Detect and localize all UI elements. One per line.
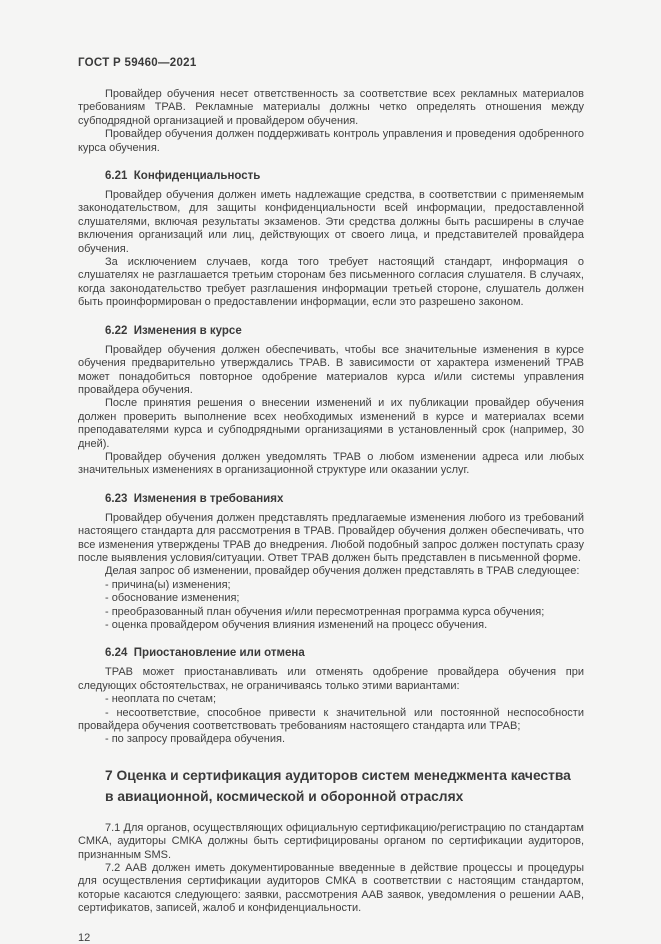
paragraph: Делая запрос об изменении, провайдер обучения должен представлять в ТРАВ следующее: — [105, 565, 580, 578]
paragraph: За исключением случаев, когда того требует настоящий стандарт, информация о слушателях не разглашается третьим сторонам без письменного согласия слушателя. В случаях, когда законодательство требует разглашения информации третьей стороне, слушатель должен быть проинформирован о предоставлении информации, если это разрешено законом. — [78, 256, 584, 309]
list-item: - неоплата по счетам; — [105, 693, 217, 706]
section-7-heading-line1: 7 Оценка и сертификация аудиторов систем менеджмента качества — [105, 767, 571, 783]
paragraph: Провайдер обучения должен представлять предлагаемые изменения любого из требований настоящего стандарта для рассмотрения в ТРАВ. Провайдер обучения должен обеспечивать, что все изменения утверждены ТРАВ до внедрения. Любой подобный запрос должен поступать сразу после выявления условия/ситуации. Ответ ТРАВ должен быть представлен в письменной форме. — [78, 511, 584, 564]
list-item: - оценка провайдером обучения влияния изменений на процесс обучения. — [105, 619, 488, 631]
paragraph: Провайдер обучения должен обеспечивать, чтобы все значительные изменения в курсе обучения предварительно утверждались ТРАВ. В зависимости от характера изменений ТРАВ может понадобиться повторное одобрение материалов курса и/или системы управления провайдера обучения. — [78, 343, 584, 396]
paragraph: Провайдер обучения должен уведомлять ТРАВ о любом изменении адреса или любых значительных изменениях в организационной структуре или оказании услуг. — [78, 450, 584, 477]
paragraph: Провайдер обучения должен иметь надлежащие средства, в соответствии с применяемым законодательством, для защиты конфиденциальности всей информации, предоставленной слушателями, включая результаты экзаменов. Эти средства должны быть расширены в случае включения организаций или лиц, действующих от своего лица, и представителей провайдера обучения. — [78, 189, 584, 255]
doc-code-header: ГОСТ Р 59460—2021 — [78, 57, 197, 69]
page-number: 12 — [78, 931, 91, 944]
section-7-heading — [78, 765, 584, 808]
section-6-23-heading: 6.23 Изменения в требованиях — [105, 492, 284, 505]
paragraph: ТРАВ может приостанавливать или отменять одобрение провайдера обучения при следующих обстоятельствах, не ограничиваясь только этими вариантами: — [78, 666, 584, 692]
paragraph: 7.1 Для органов, осуществляющих официальную сертификацию/регистрацию по стандартам СМКА, аудиторы СМКА должны быть сертифицированы органом по сертификации аудиторов, признанным SMS. — [78, 821, 584, 861]
list-item: - по запросу провайдера обучения. — [105, 733, 286, 746]
list-item: - преобразованный план обучения и/или пересмотренная программа курса обучения; — [105, 605, 545, 618]
paragraph: 7.2 ААВ должен иметь документированные введенные в действие процессы и процедуры для осуществления сертификации аудиторов СМКА в соответствии с настоящим стандартом, которые касаются следующего: заявки, рассмотрения ААВ заявок, уведомления о решении ААВ, сертификатов, записей, жалоб и конфиденциальности. — [78, 862, 584, 915]
section-7-heading-line2: в авиационной, космической и оборонной отраслях — [105, 789, 464, 805]
paragraph: Провайдер обучения несет ответственность за соответствие всех рекламных материалов требованиям ТРАВ. Рекламные материалы должны четко определять отношения между субподрядной организацией и провайдером обучения. — [78, 88, 584, 127]
paragraph: Провайдер обучения должен поддерживать контроль управления и проведения одобренного курса обучения. — [78, 128, 584, 154]
list-item: - обоснование изменения; — [105, 592, 240, 605]
section-6-21-heading: 6.21 Конфиденциальность — [105, 170, 261, 183]
section-6-22-heading: 6.22 Изменения в курсе — [105, 324, 242, 337]
list-item: - причина(ы) изменения; — [105, 578, 231, 591]
list-item: - несоответствие, способное привести к значительной или постоянной неспособности провайдера обучения соответствовать требованиям настоящего стандарта или ТРАВ; — [78, 706, 584, 733]
section-6-24-heading: 6.24 Приостановление или отмена — [105, 647, 305, 660]
paragraph: После принятия решения о внесении изменений и их публикации провайдер обучения должен проверить выполнение всех необходимых изменений в курсе и материалах всеми преподавателями курса и субподрядными организациями в установленный срок (например, 30 дней). — [78, 397, 584, 450]
